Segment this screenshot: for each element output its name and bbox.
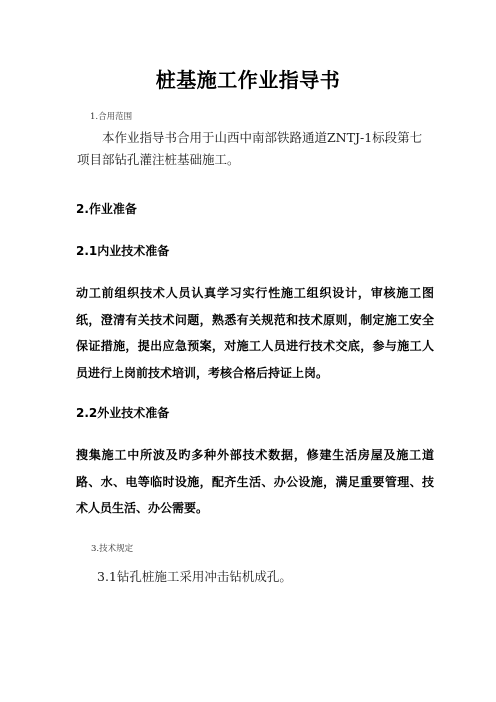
section-1-heading: 1.合用范围 <box>90 112 133 122</box>
section-3-heading: 3.技术规定 <box>91 544 134 554</box>
section-2-heading: 2.作业准备 <box>76 202 137 216</box>
section-2-2-body: 搜集施工中所波及旳多种外部技术数据，修建生活房屋及施工道路、水、电等临时设施，配齐生活、办公设施，满足重要管理、技术人员生活、办公需要。 <box>76 448 434 515</box>
section-2-1-body: 动工前组织技术人员认真学习实行性施工组织设计，审核施工图纸，澄清有关技术问题，熟悉有关规范和技术原则，制定施工安全保证措施，提出应急预案，对施工人员进行技术交底，参与施工人员进行上岗前技术培训，考核合格后持证上岗。 <box>76 286 434 380</box>
section-3-1-text: 3.1钻孔桩施工采用冲击钻机成孔。 <box>97 569 292 584</box>
section-2-1-heading: 2.1内业技术准备 <box>76 244 170 258</box>
section-1-body: 本作业指导书合用于山西中南部铁路通道ZNTJ-1标段第七项目部钻孔灌注桩基础施工。 <box>77 130 423 167</box>
section-2-2-heading: 2.2外业技术准备 <box>76 406 170 420</box>
document-title: 桩基施工作业指导书 <box>155 68 341 92</box>
